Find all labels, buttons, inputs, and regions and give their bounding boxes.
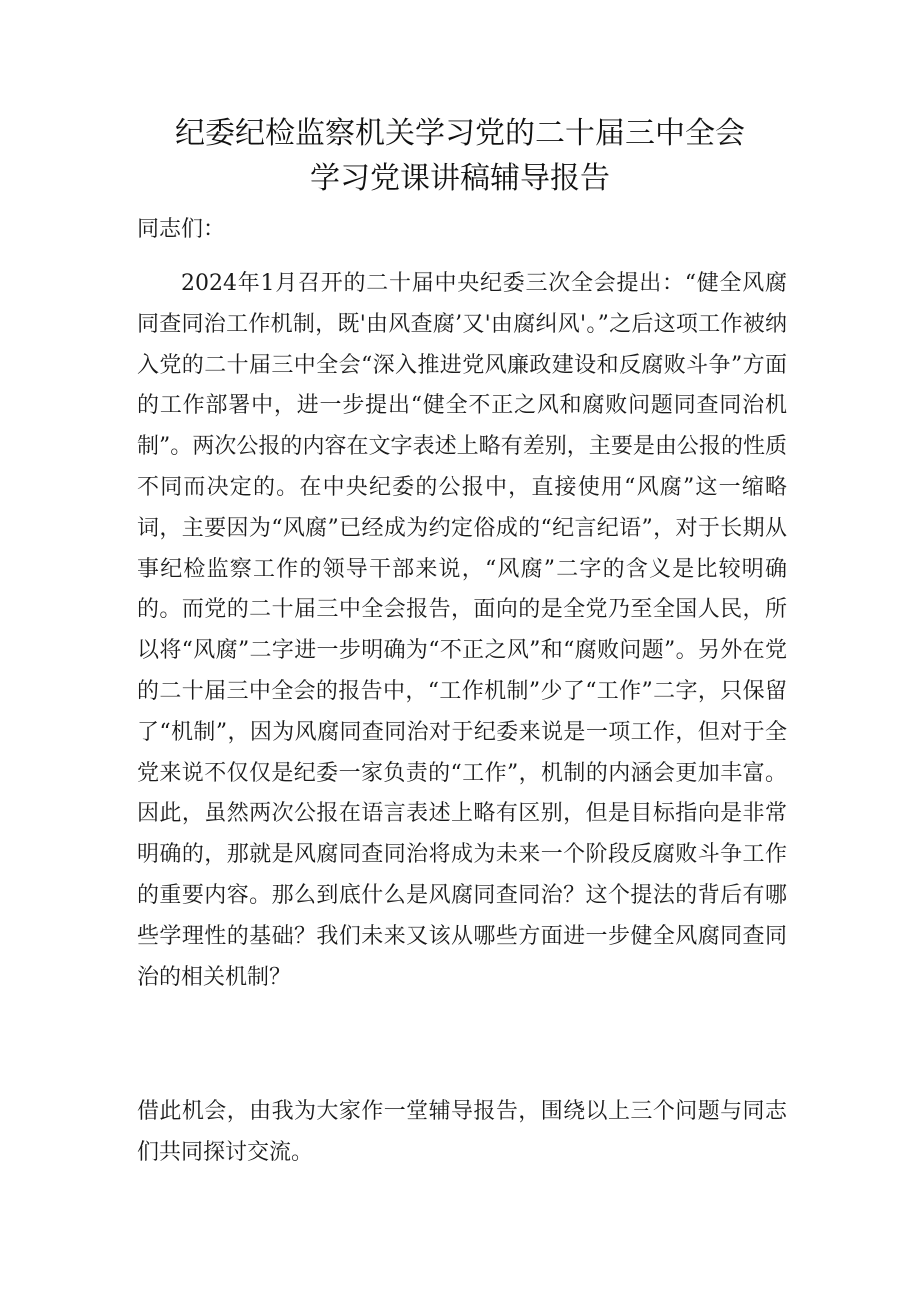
- document-title-line-1: 纪委纪检监察机关学习党的二十届三中全会: [175, 116, 745, 151]
- body-paragraph: 2024年1月召开的二十届中央纪委三次全会提出：“健全风腐同查同治工作机制，既'由风查腐’又'由腐纠风'。”之后这项工作被纳入党的二十届三中全会“深入推进党风廉政建设和反腐败斗争”方面的工作部署中，进一步提出“健全不正之风和腐败问题同查同治机制”。两次公报的内容在文字表述上略有差别，主要是由公报的性质不同而决定的。在中央纪委的公报中，直接使用“风腐”这一缩略词，主要因为“风腐”已经成为约定俗成的“纪言纪语”，对于长期从事纪检监察工作的领导干部来说，“风腐”二字的含义是比较明确的。而党的二十届三中全会报告，面向的是全党乃至全国人民，所以将“风腐”二字进一步明确为“不正之风”和“腐败问题”。另外在党的二十届三中全会的报告中，“工作机制”少了“工作”二字，只保留了“机制”，因为风腐同查同治对于纪委来说是一项工作，但对于全党来说不仅仅是纪委一家负责的“工作”，机制的内涵会更加丰富。因此，虽然两次公报在语言表述上略有区别，但是目标指向是非常明确的，那就是风腐同查同治将成为未来一个阶段反腐败斗争工作的重要内容。那么到底什么是风腐同查同治？这个提法的背后有哪些学理性的基础？我们未来又该从哪些方面进一步健全风腐同查同治的相关机制？: [137, 271, 788, 990]
- salutation: 同志们：: [137, 217, 226, 242]
- body-paragraph: 借此机会，由我为大家作一堂辅导报告，围绕以上三个问题与同志们共同探讨交流。: [137, 1099, 787, 1165]
- document-title-line-2: 学习党课讲稿辅导报告: [310, 161, 610, 196]
